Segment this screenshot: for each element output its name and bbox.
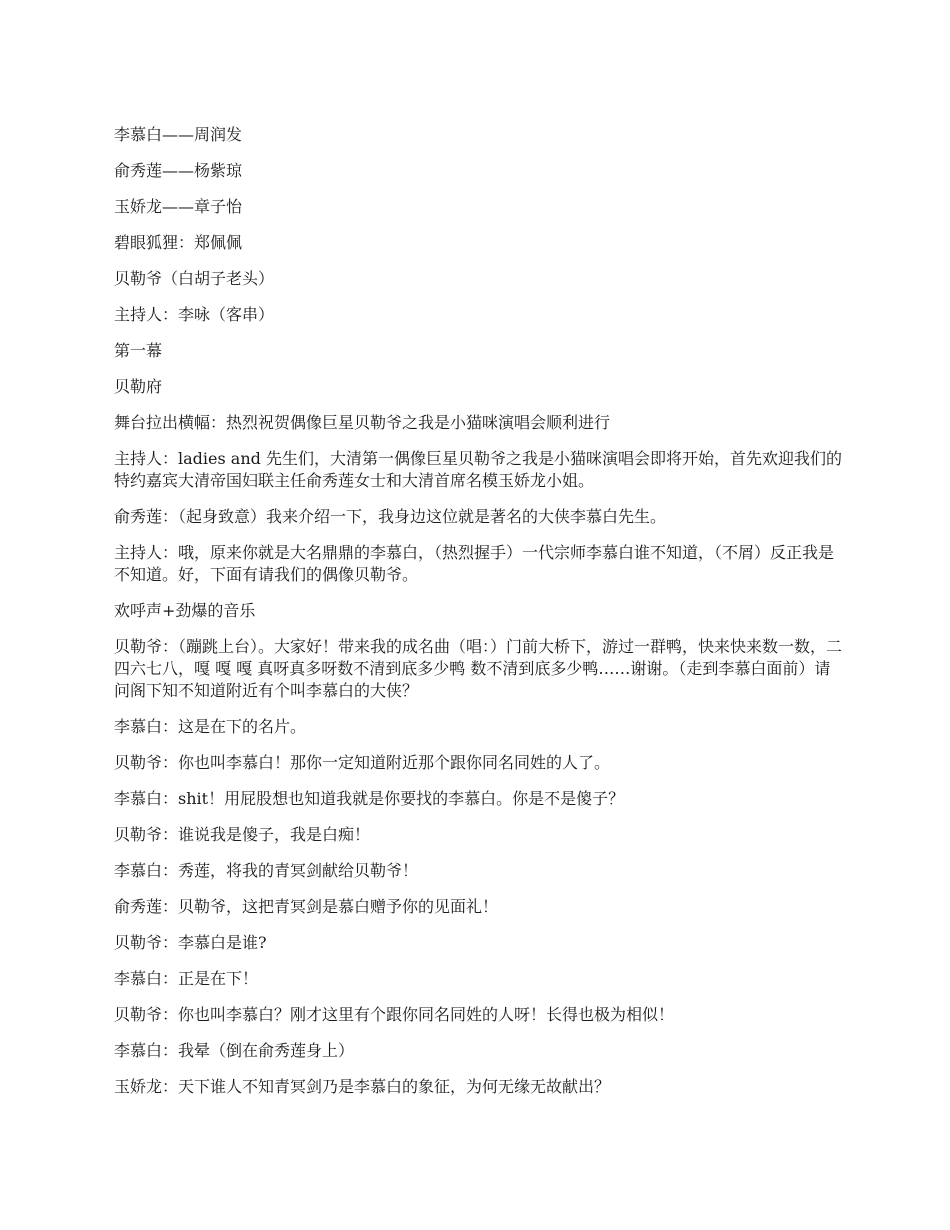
cast-line-beile-ye: 贝勒爷（白胡子老头）: [114, 269, 275, 288]
dialogue-line: 李慕白：我晕（倒在俞秀莲身上）: [114, 1041, 355, 1060]
dialogue-line: 贝勒爷：你也叫李慕白！那你一定知道附近那个跟你同名同姓的人了。: [114, 753, 611, 772]
cast-line-li-mubai: 李慕白——周润发: [114, 125, 243, 144]
dialogue-line: 主持人：ladies and 先生们，大清第一偶像巨星贝勒爷之我是小猫咪演唱会即将开始，首先欢迎我们的特约嘉宾大清帝国妇联主任俞秀莲女士和大清首席名模玉娇龙小姐。: [114, 449, 842, 490]
cast-line-biyan-huli: 碧眼狐狸：郑佩佩: [114, 233, 243, 252]
dialogue-line: 主持人：哦，原来你就是大名鼎鼎的李慕白，（热烈握手）一代宗师李慕白谁不知道，（不屑）反正我是不知道。好，下面有请我们的偶像贝勒爷。: [114, 543, 835, 584]
dialogue-line: 俞秀莲：贝勒爷，这把青冥剑是慕白赠予你的见面礼！: [114, 897, 499, 916]
stage-direction: 欢呼声+劲爆的音乐: [114, 601, 256, 620]
dialogue-line: 李慕白：秀莲，将我的青冥剑献给贝勒爷！: [114, 861, 419, 880]
dialogue-line: 贝勒爷：（蹦跳上台）。大家好！带来我的成名曲（唱：）门前大桥下，游过一群鸭，快来快来数一数，二四六七八，嘎 嘎 嘎 真呀真多呀数不清到底多少鸭 数不清到底多少鸭……谢谢。（走到李慕白面前）请问阁下知不知道附近有个叫李慕白的大侠？: [114, 637, 843, 700]
dialogue-line: 李慕白：正是在下！: [114, 969, 259, 988]
dialogue-line: 贝勒爷：李慕白是谁?: [114, 933, 267, 952]
dialogue-line: 玉娇龙：天下谁人不知青冥剑乃是李慕白的象征，为何无缘无故献出？: [114, 1077, 611, 1096]
cast-line-yu-xiulian: 俞秀莲——杨紫琼: [114, 161, 243, 180]
document-body: [114, 124, 842, 1112]
dialogue-line: 李慕白：shit！用屁股想也知道我就是你要找的李慕白。你是不是傻子？: [114, 789, 625, 808]
scene-heading: 贝勒府: [114, 377, 163, 396]
dialogue-line: 俞秀莲：（起身致意）我来介绍一下，我身边这位就是著名的大侠李慕白先生。: [114, 507, 667, 526]
dialogue-line: 贝勒爷：谁说我是傻子，我是白痴！: [114, 825, 371, 844]
cast-line-host: 主持人：李咏（客串）: [114, 305, 275, 324]
cast-line-yu-jiaolong: 玉娇龙——章子怡: [114, 197, 243, 216]
act-heading: 第一幕: [114, 341, 163, 360]
dialogue-line: 李慕白：这是在下的名片。: [114, 717, 307, 736]
dialogue-line: 贝勒爷：你也叫李慕白？刚才这里有个跟你同名同姓的人呀！长得也极为相似！: [114, 1005, 675, 1024]
stage-direction: 舞台拉出横幅：热烈祝贺偶像巨星贝勒爷之我是小猫咪演唱会顺利进行: [114, 413, 611, 432]
